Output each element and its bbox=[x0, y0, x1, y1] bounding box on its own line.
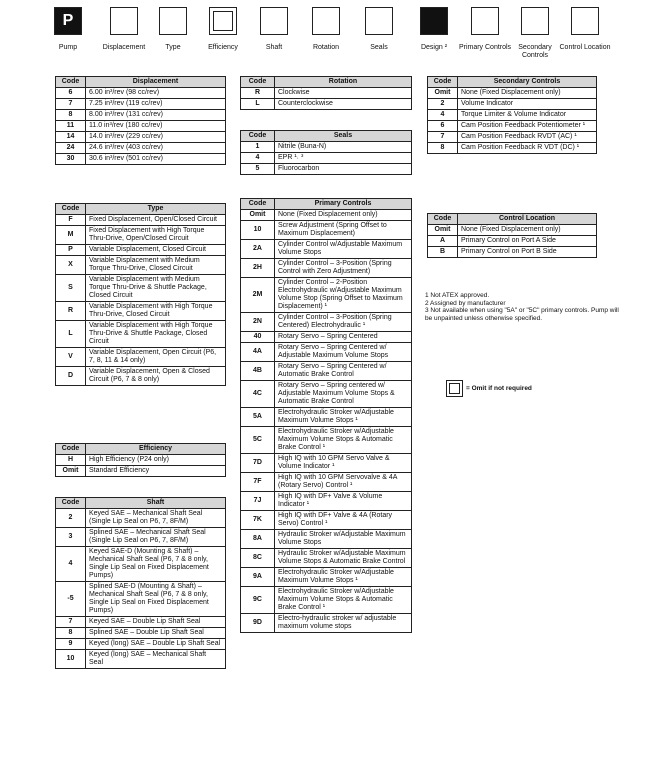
code-cell: 9 bbox=[56, 639, 86, 650]
code-cell: L bbox=[241, 99, 275, 110]
description-cell: Splined SAE – Double Lip Shaft Seal bbox=[86, 628, 226, 639]
shaft-table bbox=[55, 497, 226, 669]
code-cell: 4A bbox=[241, 343, 275, 362]
table-row bbox=[241, 568, 412, 587]
table-row bbox=[241, 454, 412, 473]
code-column-header: Code bbox=[56, 204, 86, 215]
model-code-label: Design ² bbox=[420, 44, 448, 51]
code-cell: 11 bbox=[56, 121, 86, 132]
code-cell: -5 bbox=[56, 582, 86, 617]
code-cell: 8 bbox=[56, 628, 86, 639]
table-row bbox=[428, 99, 597, 110]
table-row bbox=[56, 455, 226, 466]
description-cell: Electro-hydraulic stroker w/ adjustable maximum volume stops bbox=[275, 614, 412, 633]
code-cell: 4 bbox=[428, 110, 458, 121]
description-cell: Variable Displacement with Medium Torque Thru-Drive & Shuttle Package, Closed Circuit bbox=[86, 275, 226, 302]
description-column-header: Type bbox=[86, 204, 226, 215]
code-cell: 2A bbox=[241, 240, 275, 259]
code-cell: 8 bbox=[428, 143, 458, 154]
table-row bbox=[56, 121, 226, 132]
model-code-box bbox=[110, 7, 138, 35]
model-code-box bbox=[571, 7, 599, 35]
footnote: 2 Assigned by manufacturer bbox=[425, 299, 506, 307]
code-cell: 7J bbox=[241, 492, 275, 511]
description-cell: Keyed (long) SAE – Double Lip Shaft Seal bbox=[86, 639, 226, 650]
code-cell: 9A bbox=[241, 568, 275, 587]
table-row bbox=[56, 99, 226, 110]
code-cell: 2H bbox=[241, 259, 275, 278]
code-cell: 5A bbox=[241, 408, 275, 427]
table-row bbox=[428, 110, 597, 121]
omit-legend-text: = Omit if not required bbox=[466, 385, 532, 392]
description-cell: None (Fixed Displacement only) bbox=[275, 210, 412, 221]
table-row bbox=[428, 247, 597, 258]
description-cell: Hydraulic Stroker w/Adjustable Maximum Volume Stops bbox=[275, 530, 412, 549]
description-column-header: Primary Controls bbox=[275, 199, 412, 210]
table-row bbox=[428, 132, 597, 143]
description-cell: Cam Position Feedback Potentiometer ¹ bbox=[458, 121, 597, 132]
description-cell: Variable Displacement with High Torque Thru-Drive & Shuttle Package, Closed Circuit bbox=[86, 321, 226, 348]
double-box-icon bbox=[446, 380, 463, 397]
table-header-row bbox=[56, 444, 226, 455]
code-cell: 4 bbox=[241, 153, 275, 164]
table-row bbox=[241, 221, 412, 240]
description-cell: 14.0 in³/rev (229 cc/rev) bbox=[86, 132, 226, 143]
description-cell: Variable Displacement, Open & Closed Circuit (P6, 7 & 8 only) bbox=[86, 367, 226, 386]
code-cell: 3 bbox=[56, 528, 86, 547]
code-cell: 7 bbox=[56, 617, 86, 628]
table-row bbox=[241, 511, 412, 530]
description-cell: Rotary Servo – Spring Centered bbox=[275, 332, 412, 343]
table-header-row bbox=[428, 77, 597, 88]
table-row bbox=[241, 164, 412, 175]
code-column-header: Code bbox=[56, 77, 86, 88]
control-location-table bbox=[427, 213, 597, 258]
code-cell: Omit bbox=[428, 88, 458, 99]
code-cell: 8A bbox=[241, 530, 275, 549]
description-column-header: Displacement bbox=[86, 77, 226, 88]
table-header-row bbox=[241, 199, 412, 210]
table-header-row bbox=[56, 204, 226, 215]
table-header-row bbox=[241, 131, 412, 142]
description-cell: Counterclockwise bbox=[275, 99, 412, 110]
code-cell: R bbox=[241, 88, 275, 99]
code-cell: M bbox=[56, 226, 86, 245]
description-cell: EPR ¹˒ ³ bbox=[275, 153, 412, 164]
description-cell: 30.6 in³/rev (501 cc/rev) bbox=[86, 154, 226, 165]
description-cell: Volume Indicator bbox=[458, 99, 597, 110]
code-cell: 7K bbox=[241, 511, 275, 530]
code-cell: 7F bbox=[241, 473, 275, 492]
description-cell: Nitrile (Buna-N) bbox=[275, 142, 412, 153]
code-cell: 7 bbox=[56, 99, 86, 110]
code-cell: 6 bbox=[428, 121, 458, 132]
description-cell: Rotary Servo – Spring Centered w/ Automatic Brake Control bbox=[275, 362, 412, 381]
footnotes bbox=[425, 292, 625, 322]
model-code-box bbox=[365, 7, 393, 35]
table-row bbox=[241, 381, 412, 408]
table-row bbox=[241, 142, 412, 153]
model-code-label: Efficiency bbox=[208, 44, 238, 51]
code-cell: 8 bbox=[56, 110, 86, 121]
code-cell: 4B bbox=[241, 362, 275, 381]
table-row bbox=[241, 278, 412, 313]
table-row bbox=[241, 473, 412, 492]
description-cell: Fixed Displacement with High Torque Thru-Drive, Open/Closed Circuit bbox=[86, 226, 226, 245]
model-code-box bbox=[521, 7, 549, 35]
code-cell: X bbox=[56, 256, 86, 275]
code-cell: 2M bbox=[241, 278, 275, 313]
table-row bbox=[56, 367, 226, 386]
code-cell: F bbox=[56, 215, 86, 226]
table-row bbox=[428, 143, 597, 154]
code-cell: P bbox=[56, 245, 86, 256]
seals-table bbox=[240, 130, 412, 175]
code-cell: S bbox=[56, 275, 86, 302]
table-row bbox=[56, 215, 226, 226]
description-cell: Rotary Servo – Spring Centered w/ Adjustable Maximum Volume Stops bbox=[275, 343, 412, 362]
table-row bbox=[56, 528, 226, 547]
code-cell: 9C bbox=[241, 587, 275, 614]
description-cell: None (Fixed Displacement only) bbox=[458, 88, 597, 99]
table-row bbox=[241, 153, 412, 164]
model-code-label: Seals bbox=[370, 44, 388, 51]
table-row bbox=[56, 245, 226, 256]
description-cell: Clockwise bbox=[275, 88, 412, 99]
code-cell: 2 bbox=[428, 99, 458, 110]
table-header-row bbox=[56, 77, 226, 88]
description-cell: Primary Control on Port A Side bbox=[458, 236, 597, 247]
description-cell: None (Fixed Displacement only) bbox=[458, 225, 597, 236]
description-cell: Screw Adjustment (Spring Offset to Maximum Displacement) bbox=[275, 221, 412, 240]
secondary-controls-table bbox=[427, 76, 597, 154]
table-row bbox=[56, 547, 226, 582]
code-cell: 5 bbox=[241, 164, 275, 175]
efficiency-table bbox=[55, 443, 226, 477]
model-code-letter: P bbox=[62, 12, 74, 29]
description-cell: Splined SAE – Mechanical Shaft Seal (Single Lip Seal on P6, 7, 8F/M) bbox=[86, 528, 226, 547]
table-row bbox=[428, 225, 597, 236]
table-row bbox=[56, 628, 226, 639]
code-cell: 8C bbox=[241, 549, 275, 568]
table-header-row bbox=[241, 77, 412, 88]
table-row bbox=[56, 132, 226, 143]
code-cell: Omit bbox=[56, 466, 86, 477]
table-row bbox=[56, 256, 226, 275]
description-cell: Cylinder Control – 2-Position Electrohydraulic w/Adjustable Maximum Volume Stop (Spring Offset to Maximum Displacement) ¹ bbox=[275, 278, 412, 313]
table-row bbox=[56, 582, 226, 617]
model-code-box bbox=[420, 7, 448, 35]
code-cell: 7D bbox=[241, 454, 275, 473]
model-code-box bbox=[260, 7, 288, 35]
table-row bbox=[241, 530, 412, 549]
description-column-header: Efficiency bbox=[86, 444, 226, 455]
footnote: 3 Not available when using "5A" or "5C" primary controls. Pump will be unpainted unless otherwise specified. bbox=[425, 307, 619, 322]
description-cell: 11.0 in³/rev (180 cc/rev) bbox=[86, 121, 226, 132]
description-cell: Variable Displacement with High Torque Thru-Drive, Closed Circuit bbox=[86, 302, 226, 321]
code-cell: R bbox=[56, 302, 86, 321]
table-row bbox=[428, 236, 597, 247]
description-cell: Keyed SAE-D (Mounting & Shaft) – Mechanical Shaft Seal (P6, 7 & 8 only, Single Lip Seal on Fixed Displacement Pumps) bbox=[86, 547, 226, 582]
table-row bbox=[428, 88, 597, 99]
model-code-box bbox=[471, 7, 499, 35]
rotation-table bbox=[240, 76, 412, 110]
code-cell: 6 bbox=[56, 88, 86, 99]
table-row bbox=[241, 99, 412, 110]
code-cell: 40 bbox=[241, 332, 275, 343]
description-cell: Cylinder Control – 3-Position (Spring Centered) Electrohydraulic ¹ bbox=[275, 313, 412, 332]
code-column-header: Code bbox=[241, 199, 275, 210]
table-row bbox=[241, 549, 412, 568]
description-cell: Fixed Displacement, Open/Closed Circuit bbox=[86, 215, 226, 226]
description-cell: Keyed SAE – Double Lip Shaft Seal bbox=[86, 617, 226, 628]
table-row bbox=[56, 302, 226, 321]
type-table bbox=[55, 203, 226, 386]
code-column-header: Code bbox=[56, 444, 86, 455]
table-row bbox=[56, 509, 226, 528]
code-cell: 2N bbox=[241, 313, 275, 332]
description-cell: 8.00 in³/rev (131 cc/rev) bbox=[86, 110, 226, 121]
description-cell: 7.25 in³/rev (119 cc/rev) bbox=[86, 99, 226, 110]
model-code-label: Primary Controls bbox=[458, 44, 512, 51]
description-cell: Cam Position Feedback R VDT (DC) ¹ bbox=[458, 143, 597, 154]
primary-controls-table bbox=[240, 198, 412, 633]
description-cell: Cylinder Control w/Adjustable Maximum Volume Stops bbox=[275, 240, 412, 259]
code-cell: 5C bbox=[241, 427, 275, 454]
footnote: 1 Not ATEX approved. bbox=[425, 292, 490, 299]
description-cell: Keyed (long) SAE – Mechanical Shaft Seal bbox=[86, 650, 226, 669]
description-cell: High IQ with DF+ Valve & Volume Indicator ¹ bbox=[275, 492, 412, 511]
code-cell: 4 bbox=[56, 547, 86, 582]
description-cell: High IQ with DF+ Valve & 4A (Rotary Servo) Control ¹ bbox=[275, 511, 412, 530]
table-row bbox=[241, 240, 412, 259]
code-cell: 10 bbox=[241, 221, 275, 240]
table-header-row bbox=[428, 214, 597, 225]
description-cell: Torque Limiter & Volume Indicator bbox=[458, 110, 597, 121]
code-cell: 2 bbox=[56, 509, 86, 528]
table-row bbox=[241, 313, 412, 332]
table-header-row bbox=[56, 498, 226, 509]
table-row bbox=[241, 210, 412, 221]
description-cell: Electrohydraulic Stroker w/Adjustable Maximum Volume Stops ¹ bbox=[275, 568, 412, 587]
table-row bbox=[56, 348, 226, 367]
code-cell: H bbox=[56, 455, 86, 466]
table-row bbox=[56, 321, 226, 348]
displacement-table bbox=[55, 76, 226, 165]
code-cell: 30 bbox=[56, 154, 86, 165]
code-cell: 24 bbox=[56, 143, 86, 154]
code-cell: A bbox=[428, 236, 458, 247]
model-code-box bbox=[54, 7, 82, 35]
description-column-header: Control Location bbox=[458, 214, 597, 225]
table-row bbox=[56, 466, 226, 477]
table-row bbox=[241, 427, 412, 454]
code-cell: 14 bbox=[56, 132, 86, 143]
table-row bbox=[241, 343, 412, 362]
table-row bbox=[241, 88, 412, 99]
description-cell: High Efficiency (P24 only) bbox=[86, 455, 226, 466]
code-cell: 7 bbox=[428, 132, 458, 143]
table-row bbox=[56, 639, 226, 650]
model-code-label: Pump bbox=[58, 44, 78, 51]
code-column-header: Code bbox=[241, 77, 275, 88]
description-column-header: Rotation bbox=[275, 77, 412, 88]
code-cell: 10 bbox=[56, 650, 86, 669]
model-code-label: Rotation bbox=[312, 44, 340, 51]
description-cell: Variable Displacement, Open Circuit (P6, 7, 8, 11 & 14 only) bbox=[86, 348, 226, 367]
description-column-header: Shaft bbox=[86, 498, 226, 509]
code-cell: V bbox=[56, 348, 86, 367]
code-column-header: Code bbox=[56, 498, 86, 509]
model-code-label: Secondary Controls bbox=[518, 44, 552, 59]
table-row bbox=[241, 614, 412, 633]
table-row bbox=[241, 332, 412, 343]
table-row bbox=[241, 587, 412, 614]
description-cell: Cylinder Control – 3-Position (Spring Control with Zero Adjustment) bbox=[275, 259, 412, 278]
description-cell: Hydraulic Stroker w/Adjustable Maximum Volume Stops & Automatic Brake Control bbox=[275, 549, 412, 568]
model-code-label: Type bbox=[165, 44, 181, 51]
table-row bbox=[241, 408, 412, 427]
model-code-box bbox=[209, 7, 237, 35]
description-column-header: Secondary Controls bbox=[458, 77, 597, 88]
code-cell: L bbox=[56, 321, 86, 348]
code-column-header: Code bbox=[428, 77, 458, 88]
code-cell: Omit bbox=[241, 210, 275, 221]
description-cell: Splined SAE-D (Mounting & Shaft) – Mechanical Shaft Seal (P6, 7 & 8 only, Single Lip Seal on Fixed Displacement Pumps) bbox=[86, 582, 226, 617]
description-cell: 24.6 in³/rev (403 cc/rev) bbox=[86, 143, 226, 154]
description-cell: Variable Displacement with Medium Torque Thru-Drive, Closed Circuit bbox=[86, 256, 226, 275]
description-cell: Electrohydraulic Stroker w/Adjustable Maximum Volume Stops ¹ bbox=[275, 408, 412, 427]
table-row bbox=[56, 143, 226, 154]
table-row bbox=[241, 259, 412, 278]
model-code-label: Displacement bbox=[102, 44, 146, 51]
description-cell: 6.00 in³/rev (98 cc/rev) bbox=[86, 88, 226, 99]
description-cell: Fluorocarbon bbox=[275, 164, 412, 175]
code-cell: Omit bbox=[428, 225, 458, 236]
model-code-box bbox=[159, 7, 187, 35]
description-cell: Primary Control on Port B Side bbox=[458, 247, 597, 258]
table-row bbox=[56, 275, 226, 302]
table-row bbox=[56, 617, 226, 628]
code-cell: D bbox=[56, 367, 86, 386]
code-column-header: Code bbox=[428, 214, 458, 225]
table-row bbox=[56, 154, 226, 165]
description-cell: Cam Position Feedback RVDT (AC) ¹ bbox=[458, 132, 597, 143]
code-column-header: Code bbox=[241, 131, 275, 142]
description-cell: Keyed SAE – Mechanical Shaft Seal (Single Lip Seal on P6, 7, 8F/M) bbox=[86, 509, 226, 528]
code-cell: 1 bbox=[241, 142, 275, 153]
table-row bbox=[56, 226, 226, 245]
description-cell: Standard Efficiency bbox=[86, 466, 226, 477]
table-row bbox=[56, 650, 226, 669]
description-cell: Electrohydraulic Stroker w/Adjustable Maximum Volume Stops & Automatic Brake Control ¹ bbox=[275, 587, 412, 614]
model-code-box bbox=[312, 7, 340, 35]
table-row bbox=[56, 88, 226, 99]
table-row bbox=[56, 110, 226, 121]
description-cell: Electrohydraulic Stroker w/Adjustable Maximum Volume Stops & Automatic Brake Control ¹ bbox=[275, 427, 412, 454]
description-cell: Rotary Servo – Spring centered w/ Adjustable Maximum Volume Stops & Automatic Brake Control bbox=[275, 381, 412, 408]
description-cell: Variable Displacement, Closed Circuit bbox=[86, 245, 226, 256]
table-row bbox=[428, 121, 597, 132]
description-column-header: Seals bbox=[275, 131, 412, 142]
code-cell: 9D bbox=[241, 614, 275, 633]
description-cell: High IQ with 10 GPM Servo Valve & Volume Indicator ¹ bbox=[275, 454, 412, 473]
code-cell: 4C bbox=[241, 381, 275, 408]
code-cell: B bbox=[428, 247, 458, 258]
table-row bbox=[241, 492, 412, 511]
description-cell: High IQ with 10 GPM Servovalve & 4A (Rotary Servo) Control ¹ bbox=[275, 473, 412, 492]
model-code-label: Control Location bbox=[559, 44, 611, 51]
model-code-label: Shaft bbox=[265, 44, 283, 51]
table-row bbox=[241, 362, 412, 381]
